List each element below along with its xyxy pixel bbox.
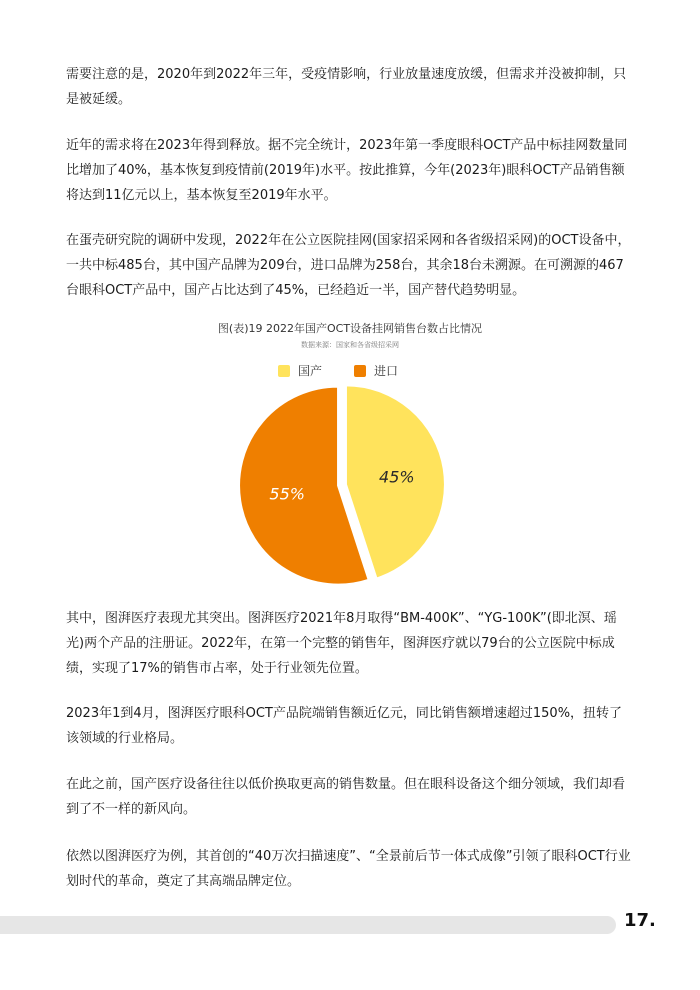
legend-label-import: 进口 [374, 364, 399, 378]
pie-label-domestic: 45% [379, 467, 415, 487]
page-number: 17. [624, 910, 656, 931]
paragraph-1: 需要注意的是，2020年到2022年三年，受疫情影响，行业放量速度放缓，但需求并没被抑制，只是被延缓。 [66, 67, 627, 107]
legend-swatch-import [354, 365, 366, 377]
paragraph-5: 2023年1到4月，图湃医疗眼科OCT产品院端销售额近亿元，同比销售额增速超过150%，扭转了该领域的行业格局。 [66, 706, 623, 746]
legend-item-domestic [278, 362, 322, 379]
legend-label-domestic: 国产 [298, 364, 323, 378]
chart-title: 图(表)19 2022年国产OCT设备挂网销售台数占比情况 [217, 322, 483, 335]
chart-source: 数据来源：国家和各省级招采网 [301, 341, 399, 349]
chart-legend [0, 362, 700, 380]
paragraph-3: 在蛋壳研究院的调研中发现，2022年在公立医院挂网(国家招采网和各省级招采网)的OCT设备中，一共中标485台，其中国产品牌为209台，进口品牌为258台，其余18台未溯源。在可溯源的467台眼科OCT产品中，国产占比达到了45%，已经趋近一半，国产替代趋势明显。 [66, 233, 631, 298]
paragraph-7: 依然以图湃医疗为例，其首创的“40万次扫描速度”、“全景前后节一体式成像”引领了眼科OCT行业划时代的革命，奠定了其高端品牌定位。 [66, 849, 631, 889]
paragraph-2: 近年的需求将在2023年得到释放。据不完全统计，2023年第一季度眼科OCT产品中标挂网数量同比增加了40%，基本恢复到疫情前(2019年)水平。按此推算，今年(2023年)眼科OCT产品销售额将达到11亿元以上，基本恢复至2019年水平。 [66, 138, 628, 203]
legend-swatch-domestic [278, 365, 290, 377]
pie-chart [230, 380, 470, 590]
pie-label-import: 55% [269, 484, 305, 504]
paragraph-6: 在此之前，国产医疗设备往往以低价换取更高的销售数量。但在眼科设备这个细分领域，我们却看到了不一样的新风向。 [66, 777, 626, 817]
legend-item-import [354, 362, 398, 379]
footer-bar [0, 916, 616, 934]
paragraph-4: 其中，图湃医疗表现尤其突出。图湃医疗2021年8月取得“BM-400K”、“YG-100K”(即北溟、瑶光)两个产品的注册证。2022年，在第一个完整的销售年，图湃医疗就以79台的公立医院中标成绩，实现了17%的销售市占率，处于行业领先位置。 [66, 611, 617, 676]
